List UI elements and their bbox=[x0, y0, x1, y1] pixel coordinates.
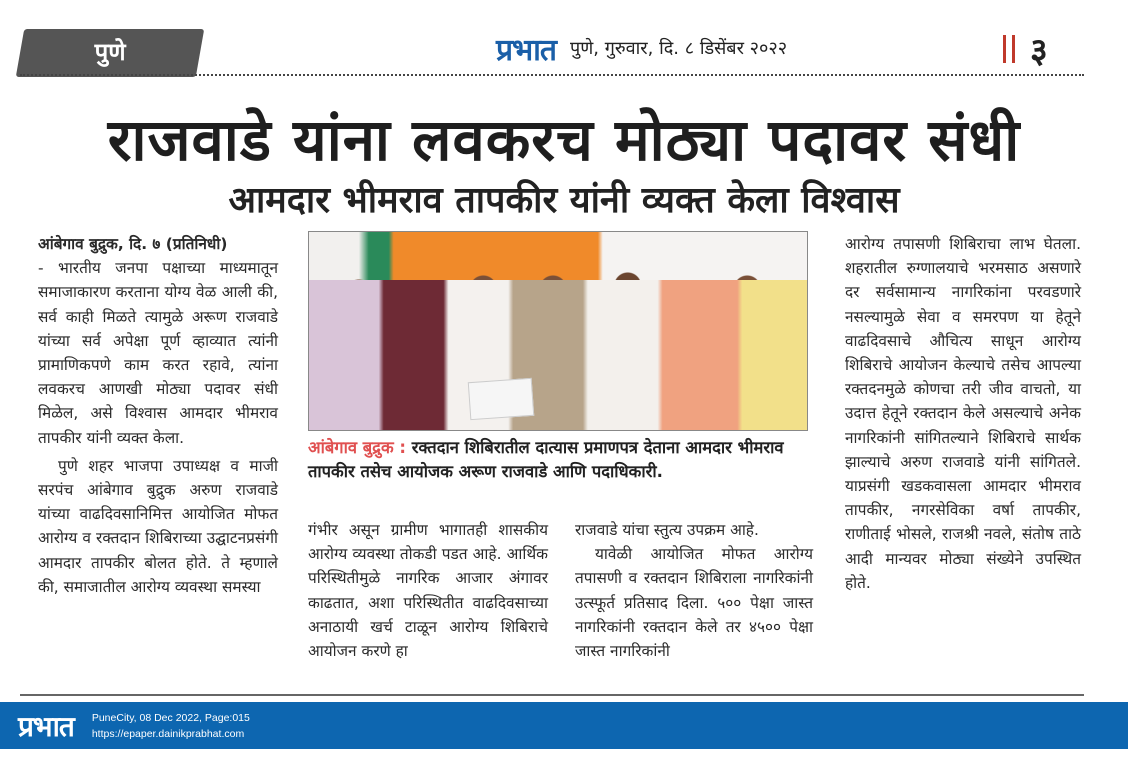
bottom-rule bbox=[20, 694, 1084, 696]
top-dotted-rule bbox=[20, 74, 1084, 76]
article-photo bbox=[308, 231, 808, 431]
photo-certificate bbox=[468, 378, 534, 420]
photo-caption bbox=[308, 436, 818, 484]
section-tab bbox=[16, 29, 204, 77]
headline: राजवाडे यांना लवकरच मोठ्या पदावर संधी bbox=[107, 106, 1021, 174]
paragraph: - भारतीय जनपा पक्षाच्या माध्यमातून समाजाकारण करताना योग्य वेळ आली की, सर्व काही मिळते त्यामुळे अरूण राजवाडे यांच्या सर्व अपेक्षा पूर्ण व्हाव्यात त्यांनी प्रामाणिकपणे काम करत रहावे, त्यांना लवकरच आणखी मोठ्या पदावर संधी मिळेल, असे विश्वास आमदार भीमराव तापकीर यांनी व्यक्त केला. bbox=[38, 259, 278, 447]
footer-logo: प्रभात bbox=[18, 709, 74, 743]
page-number: ३ bbox=[1030, 31, 1048, 71]
footer-meta bbox=[92, 712, 250, 740]
paragraph: राजवाडे यांचा स्तुत्य उपक्रम आहे. bbox=[575, 521, 759, 539]
caption-text: रक्तदान शिबिरातील दात्यास प्रमाणपत्र देताना आमदार भीमराव तापकीर तसेच आयोजक अरूण राजवाडे आणि पदाधिकारी. bbox=[308, 438, 784, 481]
subheadline: आमदार भीमराव तापकीर यांनी व्यक्त केला विश्वास bbox=[228, 180, 900, 221]
photo-people-bodies bbox=[309, 280, 807, 430]
article-dateline: आंबेगाव बुद्रुक, दि. ७ (प्रतिनिधी) bbox=[38, 235, 228, 253]
footer-bar bbox=[0, 702, 1128, 749]
page-separator-icon bbox=[1003, 35, 1015, 63]
footer-url-link[interactable]: https://epaper.dainikprabhat.com bbox=[91, 727, 245, 740]
footer-edition-info: PuneCity, 08 Dec 2022, Page:015 bbox=[91, 711, 250, 724]
article-column-2 bbox=[308, 518, 548, 663]
article-column-1 bbox=[38, 232, 278, 599]
paragraph: यावेळी आयोजित मोफत आरोग्य तपासणी व रक्तदान शिबिराला नागरिकांनी उत्स्फूर्त प्रतिसाद दिला. ५०० पेक्षा जास्त नागरिकांनी रक्तदान केले तर ४५०० पेक्षा जास्त नागरिकांनी bbox=[575, 545, 813, 661]
masthead-logo: प्रभात bbox=[496, 32, 557, 68]
caption-location: आंबेगाव बुद्रुक : bbox=[308, 438, 406, 457]
article-column-4 bbox=[845, 232, 1081, 595]
section-label: पुणे bbox=[94, 38, 126, 66]
masthead-dateline: पुणे, गुरुवार, दि. ८ डिसेंबर २०२२ bbox=[570, 38, 788, 59]
article-column-3 bbox=[575, 518, 813, 663]
paragraph: आरोग्य तपासणी शिबिराचा लाभ घेतला. शहरातील रुग्णालयाचे भरमसाठ असणारे दर सर्वसामान्य नागरिकांना परवडणारे नसल्यामुळे सेवा व समरपण या हेतूने वाढदिवसाचे औचित्य साधून आरोग्य शिबिराचे आयोजन केल्याचे तसेच आपल्या रक्तदनमुळे कोणचा तरी जीव वाचतो, या उदात्त हेतूने रक्तदान केले असल्याचे अनेक नागरिकांनी सांगितल्याने शिबिराचे सार्थक झाल्याचे अरुण राजवाडे यांनी सांगितले. याप्रसंगी खडकवासला आमदार भीमराव तापकीर, नगरसेविका वर्षा तापकीर, राणीताई भोसले, राजश्री नवले, संतोष ताठे आदी मान्यवर मोठ्या संख्येने उपस्थित होते. bbox=[845, 235, 1081, 592]
paragraph: पुणे शहर भाजपा उपाध्यक्ष व माजी सरपंच आंबेगाव बुद्रुक अरुण राजवाडे यांच्या वाढदिवसानिमित्त आयोजित मोफत आरोग्य व रक्तदान शिबिराच्या उद्घाटनप्रसंगी आमदार तापकीर बोलत होते. ते म्हणाले की, समाजातील आरोग्य व्यवस्था समस्या bbox=[38, 456, 278, 596]
masthead bbox=[496, 28, 787, 68]
paragraph: गंभीर असून ग्रामीण भागातही शासकीय आरोग्य व्यवस्था तोकडी पडत आहे. आर्थिक परिस्थितीमुळे नागरिक आजार अंगावर काढतात, अशा परिस्थितीत वाढदिवसाच्या अनाठायी खर्च टाळून आरोग्य शिबिराचे आयोजन करणे हा bbox=[308, 521, 548, 661]
